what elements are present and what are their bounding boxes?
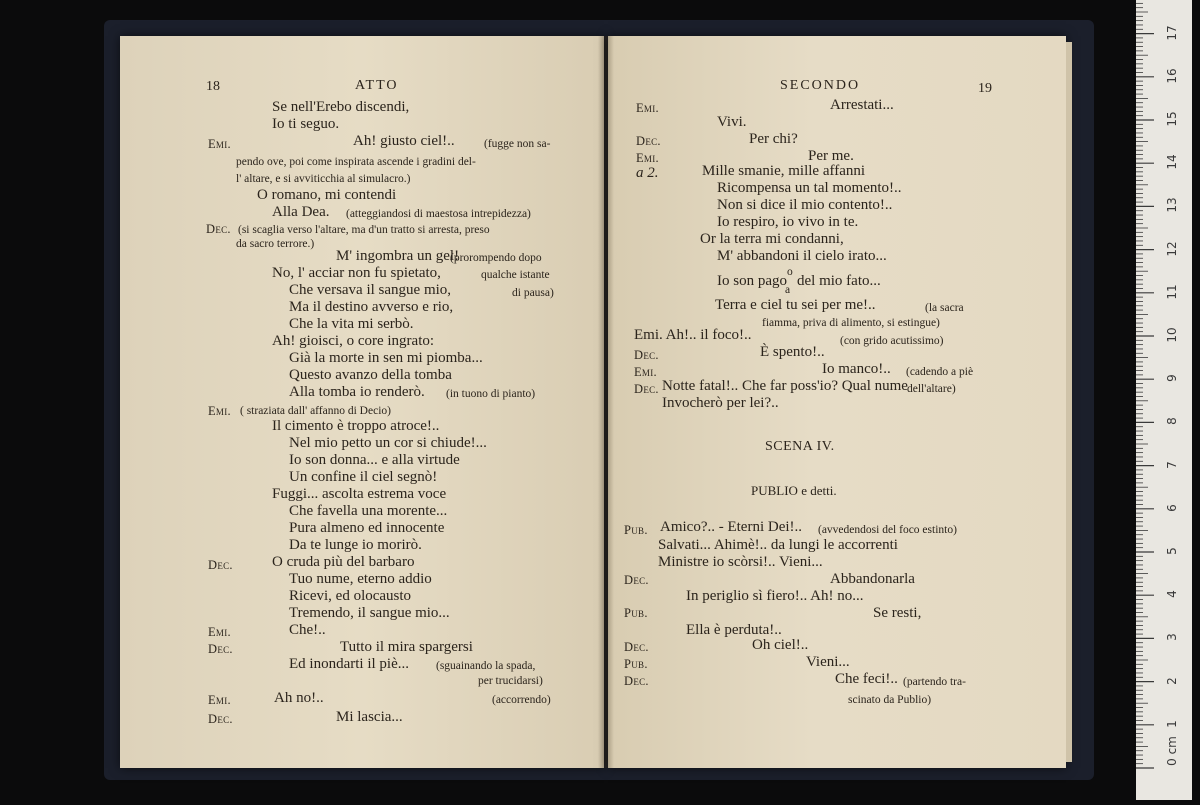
ruler-label: 1	[1165, 719, 1179, 728]
verse-line: Ah! gioisci, o core ingrato:	[272, 333, 435, 349]
verse-line: Da te lunge io morirò.	[289, 537, 422, 553]
verse-line: Ah no!..	[274, 690, 324, 706]
verse-line: Io respiro, io vivo in te.	[717, 214, 859, 230]
stage-direction: qualche istante	[481, 269, 550, 281]
speaker-label: Dec.	[634, 382, 659, 396]
verse-line: Nel mio petto un cor si chiude!...	[289, 435, 487, 451]
verse-line: del mio fato...	[797, 273, 881, 289]
ruler-label: 17	[1165, 24, 1179, 41]
ruler-label: 9	[1165, 374, 1179, 383]
verse-line: Io manco!..	[822, 361, 891, 377]
verse-line: Che feci!..	[835, 671, 898, 687]
ruler-label: 4	[1165, 590, 1179, 599]
verse-line: Ah! giusto ciel!..	[353, 133, 455, 149]
verse-line: Vivi.	[717, 114, 747, 130]
verse-line: Non si dice il mio contento!..	[717, 197, 893, 213]
stage-direction: o	[787, 266, 793, 278]
verse-line: Notte fatal!.. Che far poss'io? Qual nume	[662, 378, 908, 394]
page-edge	[1066, 42, 1072, 762]
speaker-label: Emi.	[208, 625, 231, 639]
stage-direction: (la sacra	[925, 302, 964, 314]
speaker-label: Emi.	[208, 404, 231, 418]
stage-direction: ( straziata dall' affanno di Decio)	[240, 405, 391, 417]
speaker-label: Emi.	[634, 365, 657, 379]
speaker-label: Dec.	[634, 348, 659, 362]
speaker-label: Pub.	[624, 657, 648, 671]
verse-line: Ella è perduta!..	[686, 622, 782, 638]
ruler-label: 8	[1165, 417, 1179, 426]
stage-direction: fiamma, priva di alimento, si estingue)	[762, 317, 940, 329]
scene-heading: SCENA IV.	[765, 439, 835, 454]
verse-line: Che!..	[289, 622, 326, 638]
verse-line: Alla Dea.	[272, 204, 330, 220]
verse-line: Un confine il ciel segnò!	[289, 469, 438, 485]
stage-direction: di pausa)	[512, 287, 554, 299]
stage-direction: a	[785, 284, 791, 296]
ruler-label: 13	[1165, 197, 1179, 214]
page-number: 18	[206, 79, 220, 94]
verse-line: Se resti,	[873, 605, 922, 621]
running-header: ATTO	[355, 78, 399, 93]
verse-line: Ed inondarti il piè...	[289, 656, 409, 672]
ruler-label: 5	[1165, 547, 1179, 555]
verse-line: Amico?.. - Eterni Dei!..	[660, 519, 803, 535]
verse-line: Ministre io scòrsi!.. Vieni...	[658, 554, 823, 570]
running-header: SECONDO	[780, 78, 861, 93]
speaker-label: Dec.	[624, 640, 649, 654]
verse-line: Or la terra mi condanni,	[700, 231, 844, 247]
page-number: 19	[978, 81, 992, 96]
verse-line: Mille smanie, mille affanni	[702, 163, 866, 179]
speaker-label: Emi.	[208, 137, 231, 151]
stage-direction: (si scaglia verso l'altare, ma d'un tratto si arresta, preso	[238, 224, 490, 236]
stage-direction: (prorompendo dopo	[450, 252, 542, 264]
verse-line: Tuo nume, eterno addio	[289, 571, 432, 587]
verse-line: O cruda più del barbaro	[272, 554, 415, 570]
verse-line: Tutto il mira spargersi	[340, 639, 473, 655]
verse-line: Tremendo, il sangue mio...	[289, 605, 450, 621]
verse-line: Emi. Ah!.. il foco!..	[634, 327, 752, 343]
stage-direction: (sguainando la spada,	[436, 660, 536, 672]
dramatis-personae: PUBLIO e detti.	[751, 483, 837, 498]
ruler-label: 12	[1165, 240, 1179, 257]
verse-line: Invocherò per lei?..	[662, 395, 779, 411]
stage-direction: (in tuono di pianto)	[446, 388, 536, 400]
measurement-ruler	[1136, 0, 1192, 800]
ruler-label: 11	[1165, 284, 1179, 300]
verse-line: Abbandonarla	[830, 571, 915, 587]
verse-line: Che la vita mi serbò.	[289, 316, 414, 332]
speaker-label: Pub.	[624, 523, 648, 537]
ruler-label: 0 cm	[1165, 736, 1179, 766]
speaker-label: Emi.	[636, 151, 659, 165]
stage-direction: (avvedendosi del foco estinto)	[818, 524, 957, 536]
verse-line: Io son pago	[717, 273, 787, 289]
verse-line: Se nell'Erebo discendi,	[272, 99, 410, 115]
verse-line: Oh ciel!..	[752, 637, 809, 653]
verse-line: Alla tomba io renderò.	[289, 384, 425, 400]
stage-direction: (fugge non sa-	[484, 138, 551, 150]
ruler-label: 2	[1165, 676, 1179, 685]
ruler-label: 6	[1165, 503, 1179, 512]
ruler-label: 7	[1165, 460, 1179, 469]
verse-line: Per chi?	[749, 131, 798, 147]
verse-line: O romano, mi contendi	[257, 187, 397, 203]
stage-direction: pendo ove, poi come inspirata ascende i gradini del-	[236, 156, 476, 168]
stage-direction: (accorrendo)	[492, 694, 551, 706]
book-gutter	[598, 36, 614, 768]
verse-line: Ricompensa un tal momento!..	[717, 180, 902, 196]
stage-direction: (con grido acutissimo)	[840, 335, 944, 347]
verse-line: Arrestati...	[830, 97, 894, 113]
speaker-label: Dec.	[206, 222, 231, 236]
speaker-label: Pub.	[624, 606, 648, 620]
verse-line: Mi lascia...	[336, 709, 403, 725]
verse-line: Terra e ciel tu sei per me!..	[715, 297, 876, 313]
stage-direction: (cadendo a piè	[906, 366, 974, 378]
speaker-label: a 2.	[636, 165, 659, 181]
verse-line: Salvati... Ahimè!.. da lungi le accorrenti	[658, 537, 898, 553]
verse-line: Io ti seguo.	[272, 116, 340, 132]
verse-line: Pura almeno ed innocente	[289, 520, 445, 536]
ruler-label: 16	[1165, 68, 1179, 84]
ruler-label: 14	[1165, 154, 1179, 170]
ruler-label: 10	[1165, 327, 1179, 343]
speaker-label: Dec.	[208, 642, 233, 656]
speaker-label: Dec.	[208, 712, 233, 726]
ruler-label: 3	[1165, 633, 1179, 642]
stage-direction: da sacro terrore.)	[236, 238, 315, 250]
speaker-label: Emi.	[208, 693, 231, 707]
verse-line: Già la morte in sen mi piomba...	[289, 350, 483, 366]
verse-line: Ma il destino avverso e rio,	[289, 299, 454, 315]
ruler-label: 15	[1165, 111, 1179, 127]
verse-line: In periglio sì fiero!.. Ah! no...	[686, 588, 864, 604]
stage-direction: (atteggiandosi di maestosa intrepidezza)	[346, 208, 531, 220]
stage-direction: per trucidarsi)	[478, 675, 543, 687]
verse-line: Io son donna... e alla virtude	[289, 452, 460, 468]
stage-direction: scinato da Publio)	[848, 694, 932, 706]
stage-direction: l' altare, e si avviticchia al simulacro.)	[236, 173, 411, 185]
verse-line: Che favella una morente...	[289, 503, 448, 519]
verse-line: Il cimento è troppo atroce!..	[272, 418, 440, 434]
verse-line: Fuggi... ascolta estrema voce	[272, 486, 447, 502]
speaker-label: Emi.	[636, 101, 659, 115]
verse-line: È spento!..	[760, 344, 825, 360]
verse-line: Che versava il sangue mio,	[289, 282, 452, 298]
speaker-label: Dec.	[636, 134, 661, 148]
speaker-label: Dec.	[624, 573, 649, 587]
verse-line: M' abbandoni il cielo irato...	[717, 248, 887, 264]
verse-line: Ricevi, ed olocausto	[289, 588, 412, 604]
verse-line: M' ingombra un gel!	[336, 248, 460, 264]
verse-line: Per me.	[808, 148, 854, 164]
stage-direction: (partendo tra-	[903, 676, 966, 688]
speaker-label: Dec.	[208, 558, 233, 572]
verse-line: No, l' acciar non fu spietato,	[272, 265, 441, 281]
ruler-ticks	[1136, 0, 1192, 800]
verse-line: Questo avanzo della tomba	[289, 367, 452, 383]
stage-direction: dell'altare)	[907, 383, 956, 395]
verse-line: Vieni...	[806, 654, 850, 670]
speaker-label: Dec.	[624, 674, 649, 688]
